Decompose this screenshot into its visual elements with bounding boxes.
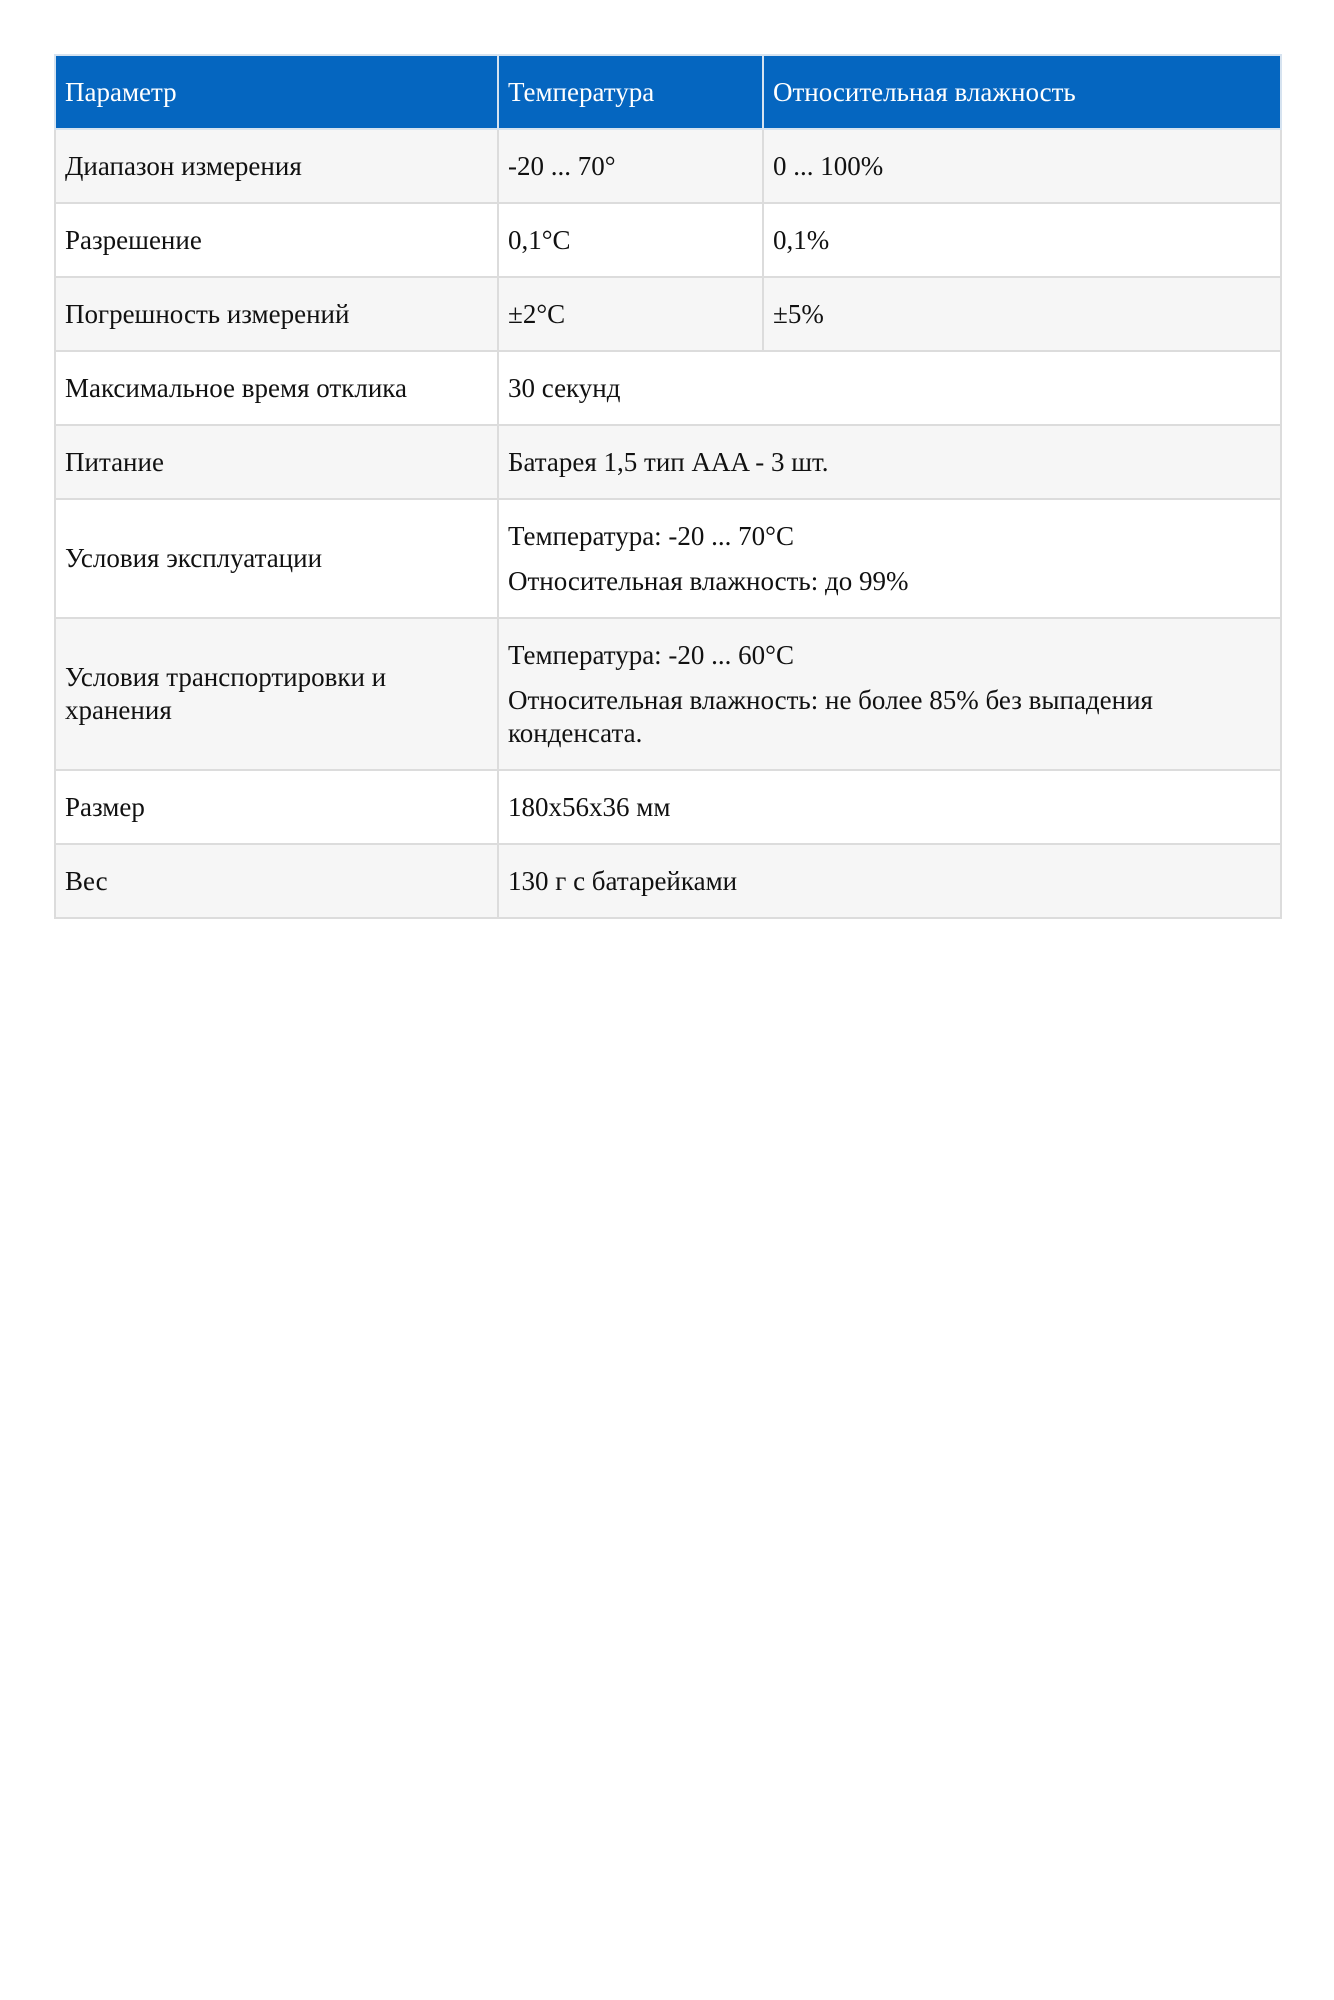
row-label: Условия эксплуатации <box>55 499 498 618</box>
specifications-table <box>54 54 1282 919</box>
humidity-value: 0 ... 100% <box>763 129 1281 203</box>
operating-temperature: Температура: -20 ... 70°C <box>508 520 794 551</box>
humidity-value: ±5% <box>763 277 1281 351</box>
header-temperature: Температура <box>498 55 763 129</box>
row-label: Вес <box>55 844 498 918</box>
document-page <box>54 54 1280 919</box>
temperature-value: ±2°C <box>498 277 763 351</box>
row-label: Погрешность измерений <box>55 277 498 351</box>
row-label: Разрешение <box>55 203 498 277</box>
row-value <box>498 618 1281 770</box>
table-row-storage-conditions <box>55 618 1281 770</box>
temperature-value: 0,1°C <box>498 203 763 277</box>
operating-humidity: Относительная влажность: до 99% <box>508 565 909 596</box>
table-row-accuracy <box>55 277 1281 351</box>
row-value: 130 г с батарейками <box>498 844 1281 918</box>
row-label: Диапазон измерения <box>55 129 498 203</box>
table-row-power <box>55 425 1281 499</box>
row-value: Батарея 1,5 тип AAA - 3 шт. <box>498 425 1281 499</box>
header-humidity: Относительная влажность <box>763 55 1281 129</box>
row-label: Размер <box>55 770 498 844</box>
row-value: 180x56x36 мм <box>498 770 1281 844</box>
row-value <box>498 499 1281 618</box>
table-row-response-time <box>55 351 1281 425</box>
humidity-value: 0,1% <box>763 203 1281 277</box>
storage-temperature: Температура: -20 ... 60°C <box>508 639 794 670</box>
row-label: Условия транспортировки и хранения <box>55 618 498 770</box>
temperature-value: -20 ... 70° <box>498 129 763 203</box>
storage-humidity: Относительная влажность: не более 85% без выпадения конденсата. <box>508 684 1153 748</box>
row-label: Питание <box>55 425 498 499</box>
header-parameter: Параметр <box>55 55 498 129</box>
table-row-measurement-range <box>55 129 1281 203</box>
table-row-weight <box>55 844 1281 918</box>
table-row-size <box>55 770 1281 844</box>
table-row-resolution <box>55 203 1281 277</box>
row-label: Максимальное время отклика <box>55 351 498 425</box>
table-row-operating-conditions <box>55 499 1281 618</box>
table-header-row <box>55 55 1281 129</box>
row-value: 30 секунд <box>498 351 1281 425</box>
